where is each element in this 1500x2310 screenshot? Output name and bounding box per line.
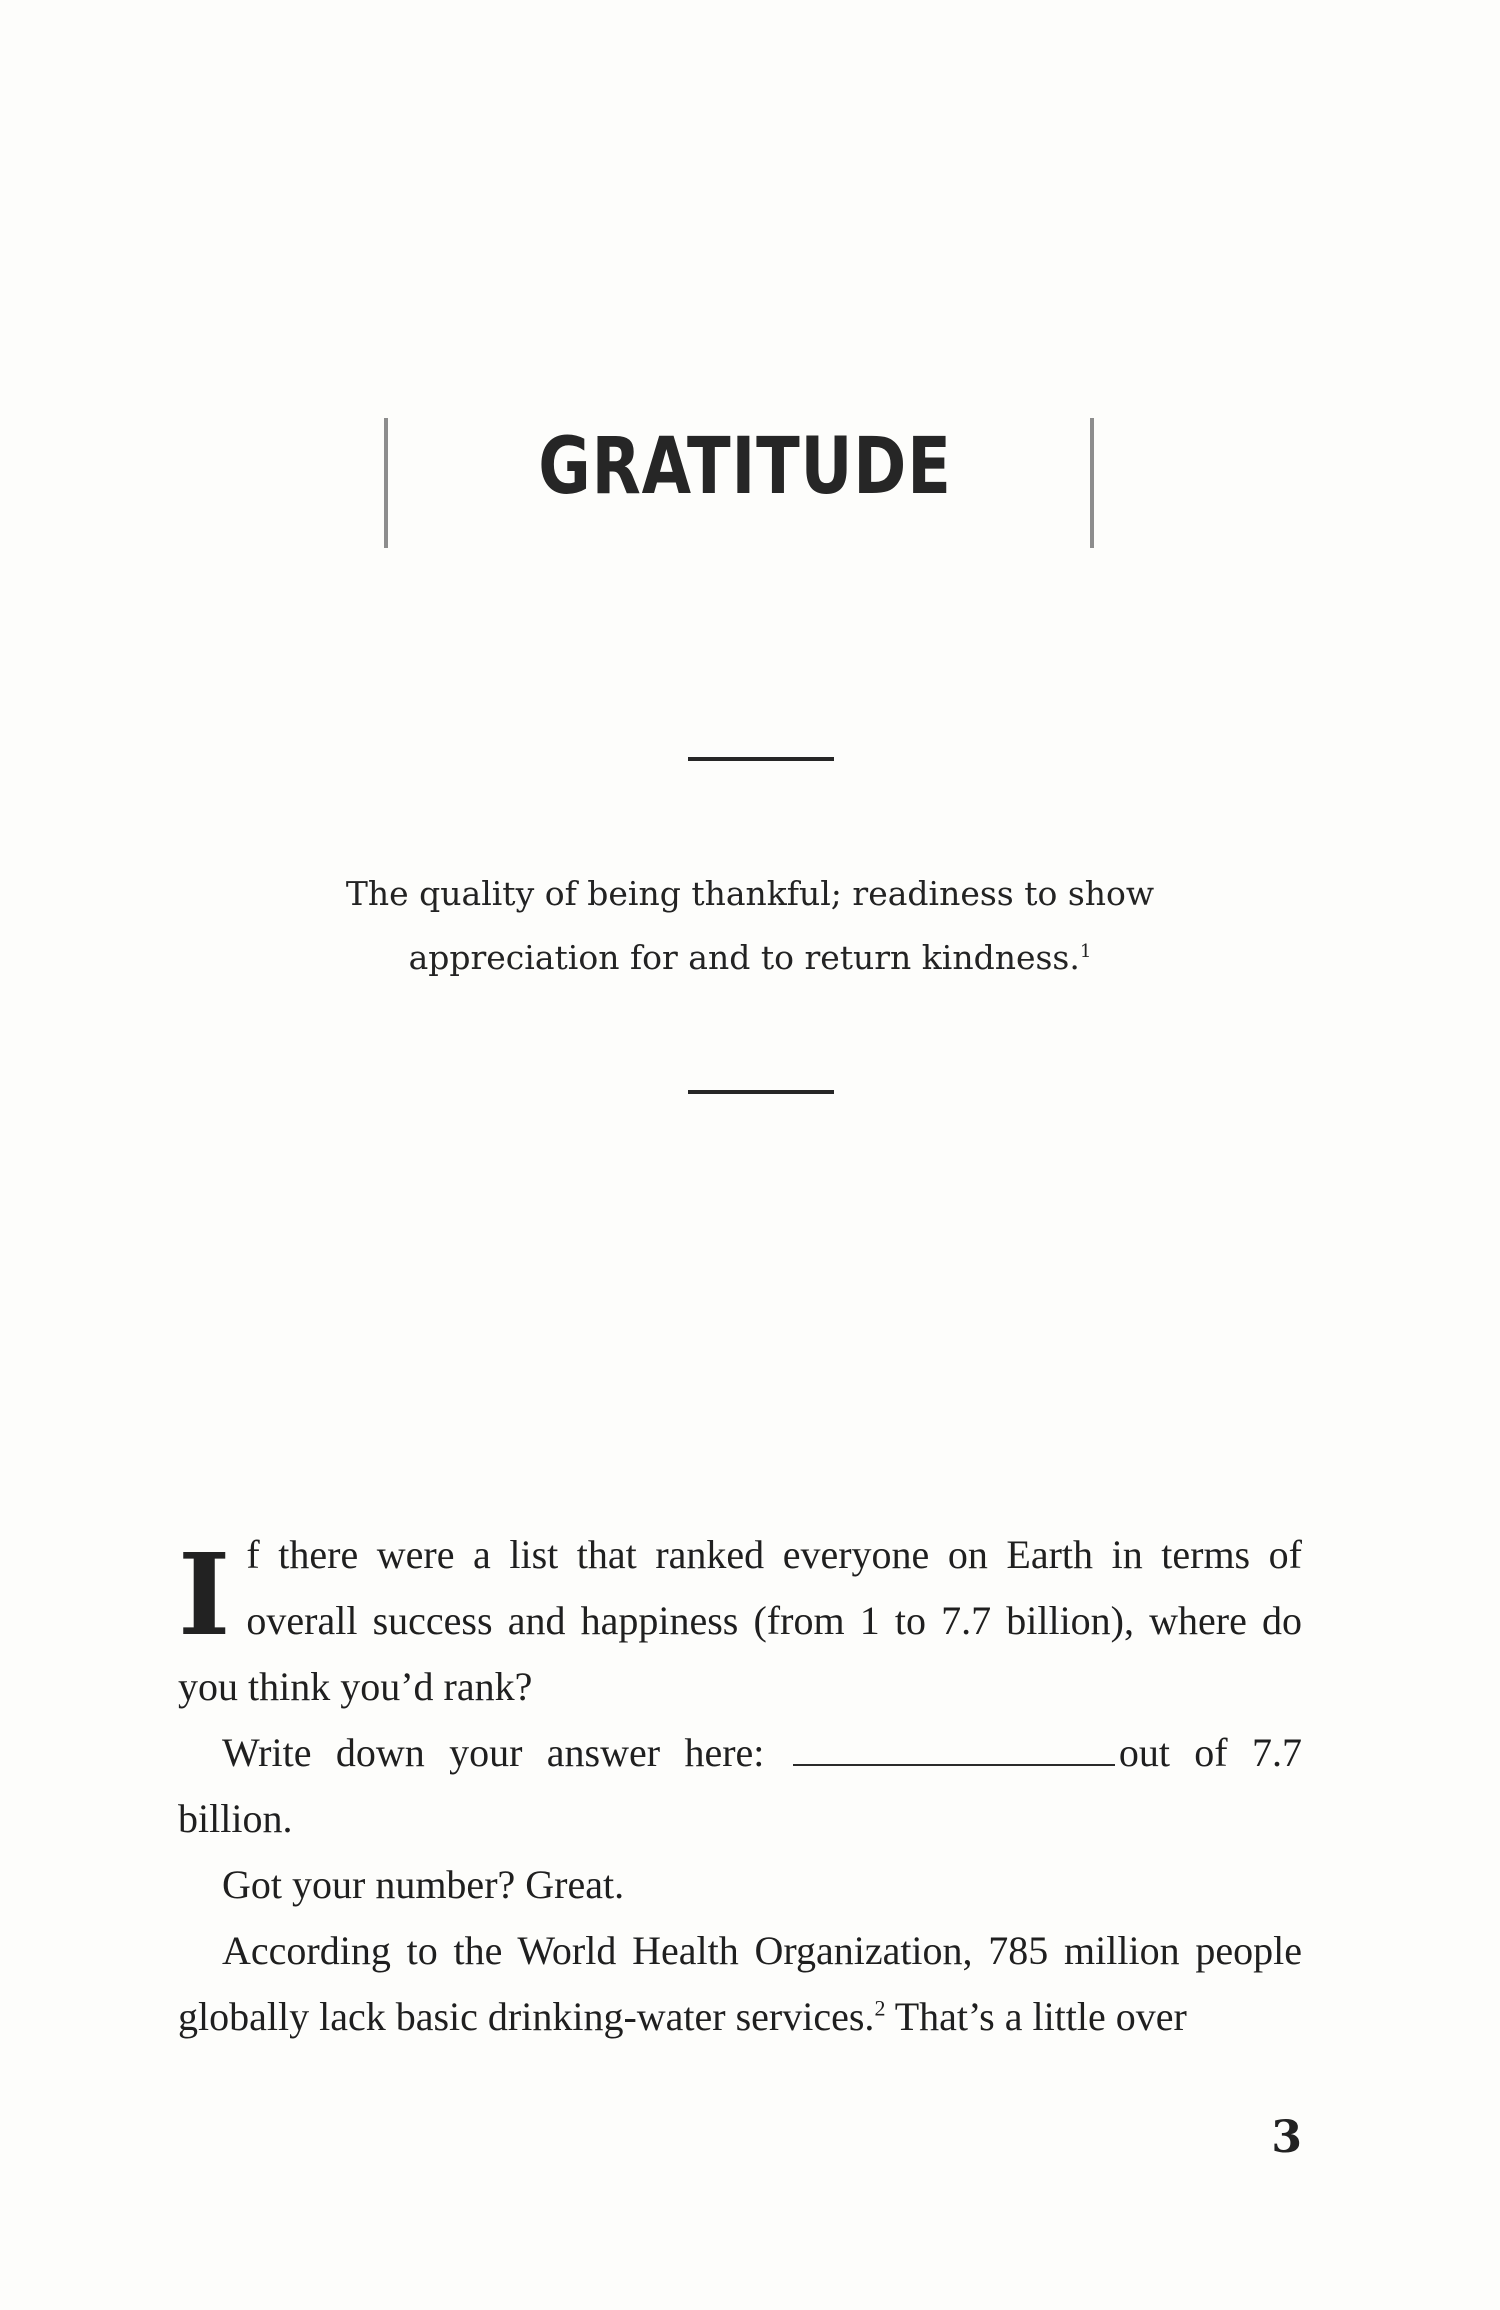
paragraph-4-continuation: That’s a little over	[885, 1994, 1187, 2039]
definition-line-1: The quality of being thankful; readiness to show	[345, 874, 1155, 913]
paragraph-2	[178, 1720, 1302, 1852]
page-number: 3	[1271, 2112, 1302, 2163]
paragraph-1-text: f there were a list that ranked everyone on Earth in terms of overall success and happiness (from 1 to 7.7 billion), where do you think you’d rank?	[178, 1532, 1302, 1709]
answer-prompt: Write down your answer here:	[222, 1730, 765, 1775]
paragraph-4-text: According to the World Health Organization, 785 million people globally lack basic drinking-water services.	[178, 1928, 1302, 2039]
paragraph-3: Got your number? Great.	[222, 1862, 625, 1907]
drop-cap: I	[178, 1530, 231, 1661]
paragraph-4	[178, 1918, 1302, 2050]
body-text	[178, 1522, 1302, 2050]
definition-block	[240, 862, 1260, 990]
paragraph-1	[178, 1522, 1302, 1720]
definition-bottom-rule	[688, 1090, 834, 1094]
definition-top-rule	[688, 757, 834, 761]
definition-line-2: appreciation for and to return kindness.	[408, 938, 1080, 977]
chapter-title: GRATITUDE	[538, 422, 952, 512]
answer-blank-line	[793, 1730, 1115, 1766]
footnote-ref-1: 1	[1079, 941, 1092, 962]
title-right-bar	[1090, 418, 1094, 548]
footnote-ref-2: 2	[874, 1995, 886, 2021]
title-left-bar	[384, 418, 388, 548]
answer-suffix: out of 7.7 billion.	[178, 1730, 1303, 1841]
